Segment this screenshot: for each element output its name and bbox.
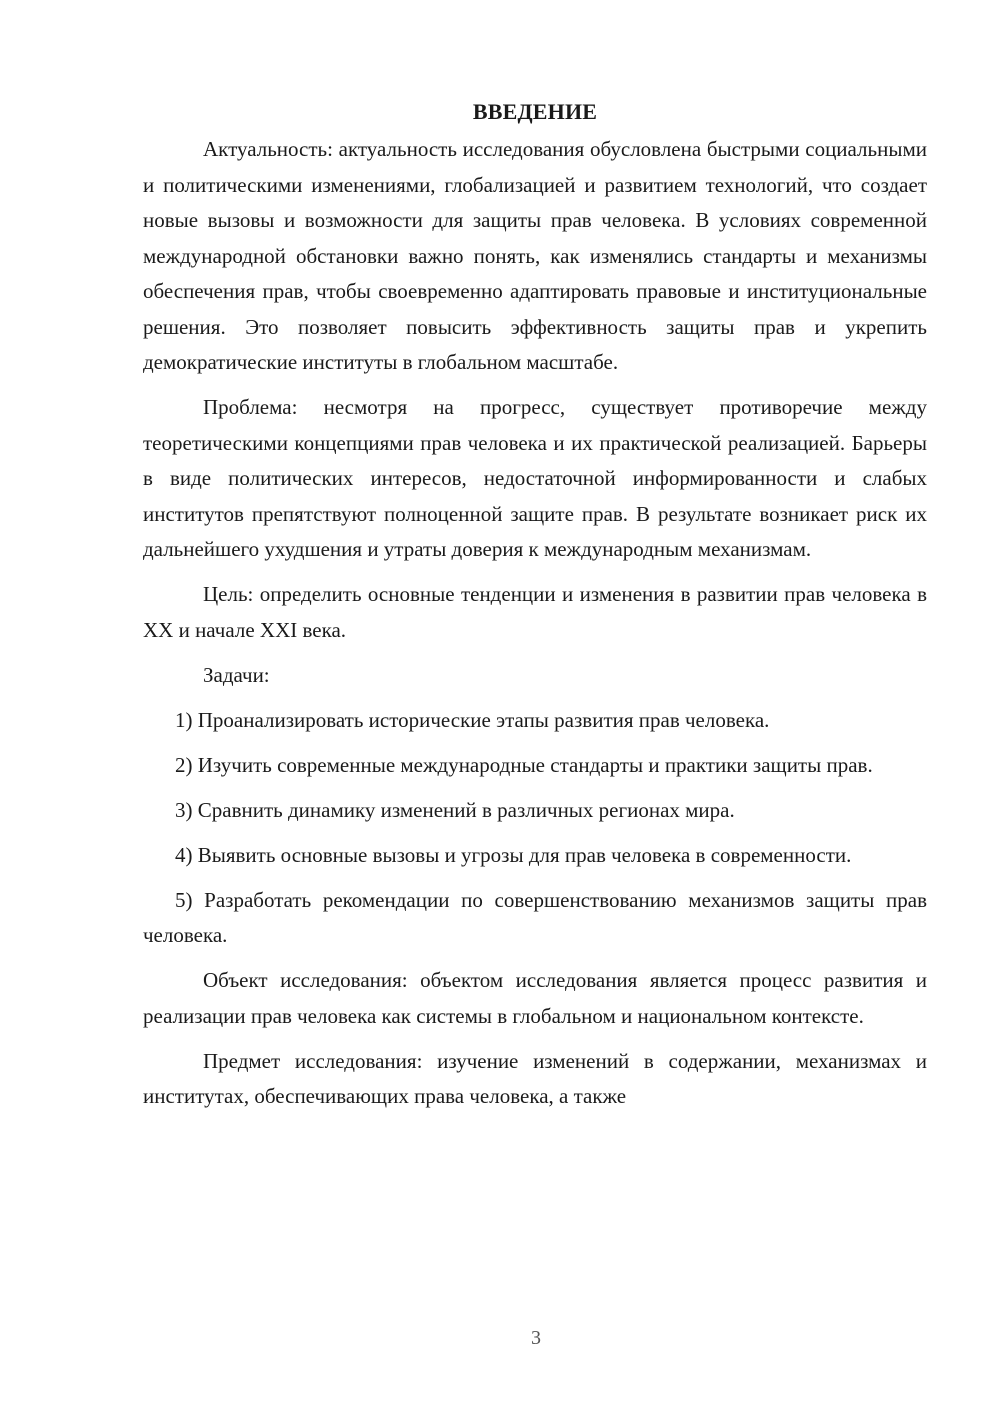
paragraph-gap [143, 783, 927, 793]
page-number: 3 [531, 1327, 541, 1349]
paragraph-subject: Предмет исследования: изучение изменений в содержании, механизмах и институтах, обеспечивающих права человека, а также [143, 1048, 927, 1108]
task-item-2: 2) Изучить современные международные стандарты и практики защиты прав. [175, 752, 873, 777]
task-item-3: 3) Сравнить динамику изменений в различных регионах мира. [175, 797, 735, 822]
paragraph-relevance: Актуальность: актуальность исследования обусловлена быстрыми социальными и политическими изменениями, глобализацией и развитием технологий, что создает новые вызовы и возможности для защиты прав человека. В условиях современной международной обстановки важно понять, как изменялись стандарты и механизмы обеспечения прав, чтобы своевременно адаптировать правовые и институциональные решения. Это позволяет повысить эффективность защиты прав и укрепить демократические институты в глобальном масштабе. [143, 137, 927, 374]
task-item-4: 4) Выявить основные вызовы и угрозы для прав человека в современности. [175, 842, 852, 867]
paragraph-gap [143, 738, 927, 748]
paragraph-gap [143, 568, 927, 578]
paragraph-gap [143, 954, 927, 964]
paragraph-problem: Проблема: несмотря на прогресс, существует противоречие между теоретическими концепциями прав человека и их практической реализацией. Барьеры в виде политических интересов, недостаточной информированности и слабых институтов препятствуют полноценной защите прав. В результате возникает риск их дальнейшего ухудшения и утраты доверия к международным механизмам. [143, 395, 927, 561]
paragraph-gap [143, 381, 927, 391]
paragraph-object: Объект исследования: объектом исследования является процесс развития и реализации прав человека как системы в глобальном и национальном контексте. [143, 968, 927, 1028]
task-item-1: 1) Проанализировать исторические этапы развития прав человека. [175, 707, 770, 732]
document-body [143, 92, 927, 1115]
task-item-5: 5) Разработать рекомендации по совершенствованию механизмов защиты прав человека. [143, 887, 927, 947]
tasks-heading: Задачи: [203, 662, 270, 687]
paragraph-gap [143, 693, 927, 703]
paragraph-gap [143, 828, 927, 838]
paragraph-goal: Цель: определить основные тенденции и изменения в развитии прав человека в XX и начале XXI века. [143, 582, 927, 642]
paragraph-gap [143, 648, 927, 658]
paragraph-gap [143, 1034, 927, 1044]
paragraph-gap [143, 873, 927, 883]
section-title: ВВЕДЕНИЕ [472, 99, 598, 124]
